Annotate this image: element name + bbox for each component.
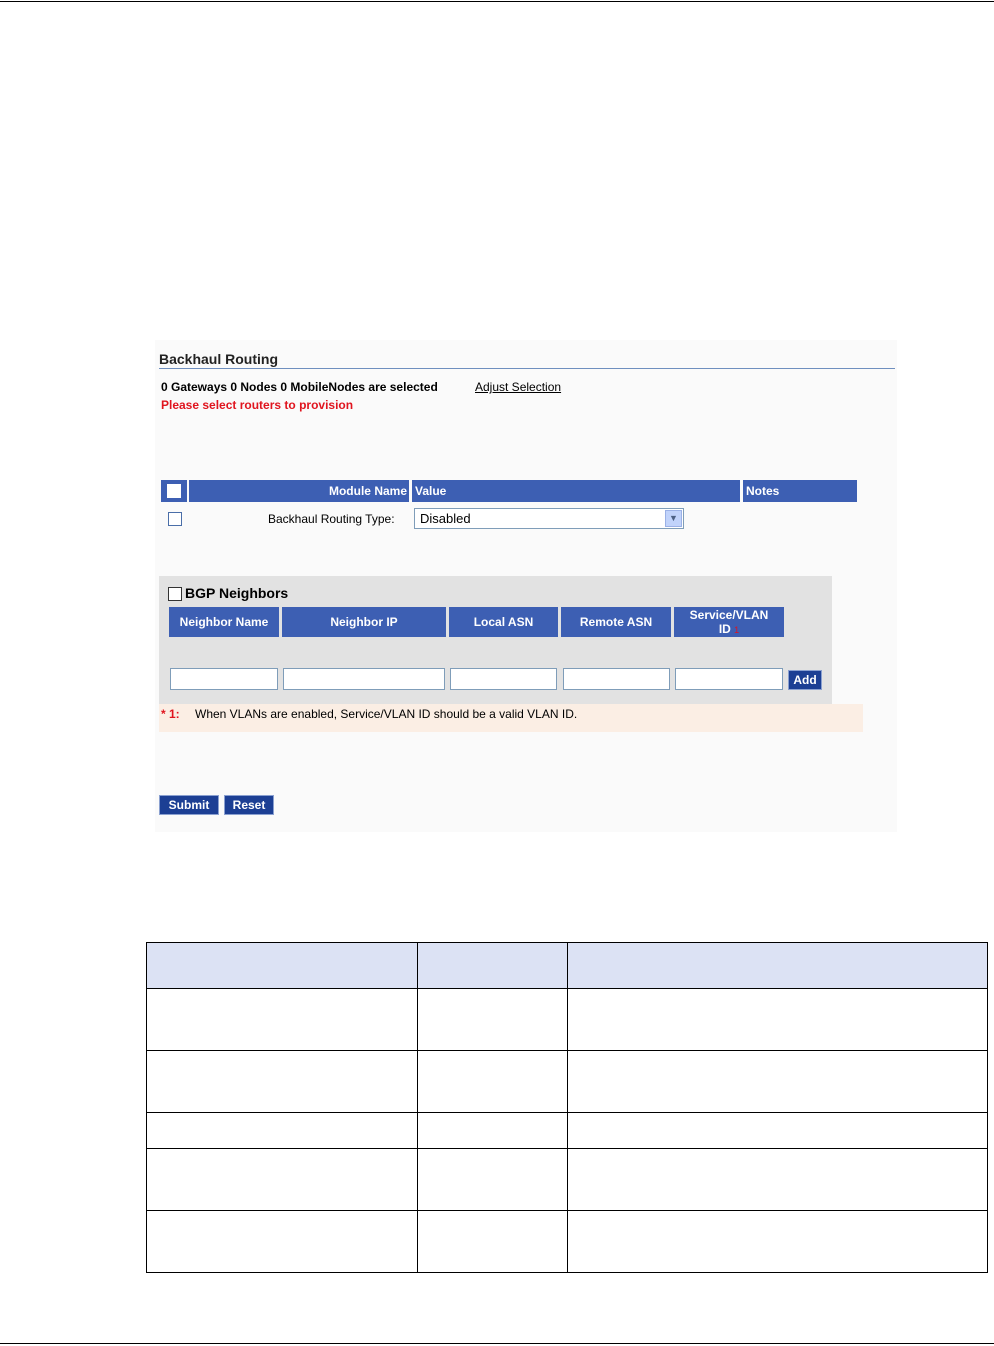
neighbor-ip-header: Neighbor IP	[282, 607, 446, 637]
section-title-underline	[159, 368, 895, 369]
neighbor-ip-input[interactable]	[283, 668, 445, 690]
service-vlan-id-header	[674, 607, 784, 637]
add-neighbor-button[interactable]: Add	[788, 670, 822, 690]
description-table	[146, 942, 988, 1273]
notes-header: Notes	[743, 480, 857, 502]
submit-button[interactable]: Submit	[159, 795, 219, 815]
table-row	[147, 1113, 988, 1149]
remote-asn-input[interactable]	[563, 668, 670, 690]
value-header: Value	[412, 480, 740, 502]
service-vlan-id-input[interactable]	[675, 668, 783, 690]
table-row	[147, 989, 988, 1051]
provision-warning: Please select routers to provision	[161, 398, 354, 412]
page-top-rule	[0, 1, 994, 2]
neighbor-name-input[interactable]	[170, 668, 278, 690]
remote-asn-header: Remote ASN	[561, 607, 671, 637]
table-row	[147, 1149, 988, 1211]
service-vlan-header-line1: Service/VLAN	[689, 607, 769, 622]
backhaul-routing-panel	[155, 340, 897, 832]
service-vlan-header-line2: ID	[718, 621, 731, 636]
footnote-text: When VLANs are enabled, Service/VLAN ID should be a valid VLAN ID.	[195, 707, 578, 721]
select-value: Disabled	[420, 511, 471, 526]
section-title: Backhaul Routing	[159, 351, 279, 367]
backhaul-routing-type-checkbox[interactable]	[168, 512, 182, 526]
backhaul-routing-type-label: Backhaul Routing Type:	[268, 512, 395, 526]
module-name-header: Module Name	[189, 480, 409, 502]
local-asn-header: Local ASN	[449, 607, 558, 637]
backhaul-routing-type-select[interactable]	[414, 508, 684, 529]
table-row	[147, 1051, 988, 1113]
footnote-number: * 1:	[161, 707, 180, 721]
page-bottom-rule	[0, 1343, 994, 1344]
adjust-selection-link[interactable]: Adjust Selection	[475, 380, 562, 394]
bgp-neighbors-checkbox[interactable]	[168, 587, 182, 601]
chevron-down-icon[interactable]: ▼	[665, 510, 682, 527]
local-asn-input[interactable]	[450, 668, 557, 690]
selection-summary: 0 Gateways 0 Nodes 0 MobileNodes are selected	[161, 380, 438, 394]
neighbor-name-header: Neighbor Name	[169, 607, 279, 637]
select-all-header	[161, 480, 187, 502]
table-header-row	[147, 943, 988, 989]
reset-button[interactable]: Reset	[224, 795, 274, 815]
footnote-marker: 1	[734, 624, 740, 635]
bgp-neighbors-title: BGP Neighbors	[185, 585, 289, 601]
table-row	[147, 1211, 988, 1273]
select-all-checkbox[interactable]	[167, 484, 181, 498]
